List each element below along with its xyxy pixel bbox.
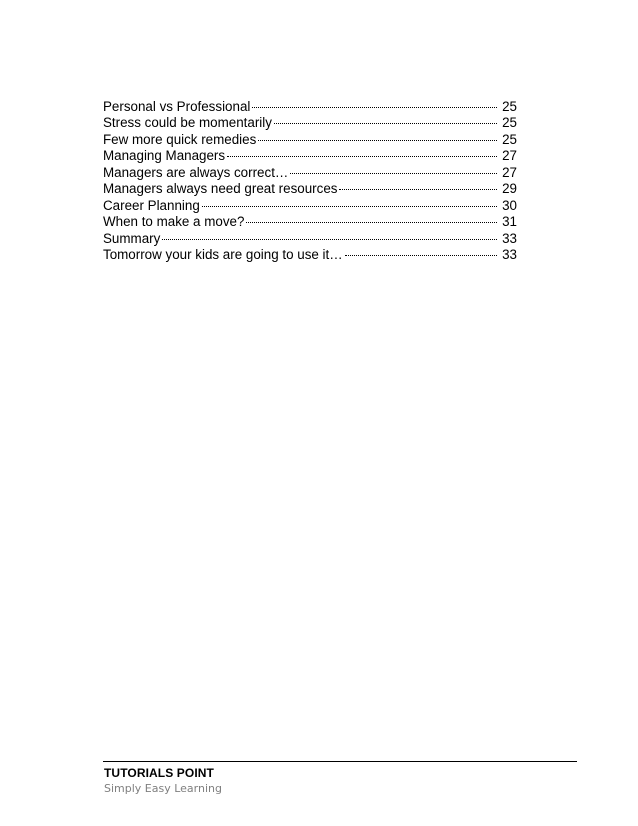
toc-entry-title: Summary — [103, 230, 161, 246]
toc-entry-page: 25 — [502, 131, 517, 147]
footer-brand: TUTORIALS POINT — [104, 766, 214, 780]
toc-entry-title: Managers are always correct… — [103, 164, 289, 180]
toc-entry-page: 29 — [502, 181, 517, 196]
footer-divider — [103, 761, 577, 762]
toc-dot-leader — [273, 111, 500, 128]
toc-entry-title: Few more quick remedies — [103, 131, 257, 147]
toc-entry-page: 27 — [502, 148, 517, 163]
toc-dot-leader — [257, 127, 500, 144]
toc-entry-title: When to make a move? — [103, 214, 245, 229]
toc-entry[interactable] — [103, 94, 517, 114]
toc-dot-leader — [245, 210, 500, 227]
toc-entry-title: Managers always need great resources — [103, 181, 338, 196]
toc-dot-leader — [226, 144, 500, 161]
toc-dot-leader — [344, 243, 500, 260]
toc-entry-page: 27 — [502, 164, 517, 180]
toc-entry-page: 33 — [502, 247, 517, 262]
toc-entry-page: 33 — [502, 230, 517, 246]
toc-dot-leader — [201, 193, 500, 210]
toc-entry[interactable] — [103, 243, 517, 260]
table-of-contents — [103, 94, 517, 262]
toc-dot-leader — [161, 226, 500, 243]
toc-entry-title: Personal vs Professional — [103, 98, 251, 114]
toc-entry[interactable] — [103, 226, 517, 246]
toc-dot-leader — [338, 177, 500, 194]
toc-entry-title: Managing Managers — [103, 148, 226, 163]
toc-entry-page: 25 — [502, 98, 517, 114]
toc-entry-page: 30 — [502, 197, 517, 213]
footer-tagline: Simply Easy Learning — [104, 782, 222, 795]
toc-entry-page: 31 — [502, 214, 517, 229]
toc-dot-leader — [251, 94, 500, 111]
toc-entry-title: Career Planning — [103, 197, 200, 213]
toc-entry-title: Stress could be momentarily — [103, 115, 272, 130]
toc-dot-leader — [289, 160, 500, 177]
toc-entry-title: Tomorrow your kids are going to use it… — [103, 247, 343, 262]
toc-entry-page: 25 — [502, 115, 517, 130]
